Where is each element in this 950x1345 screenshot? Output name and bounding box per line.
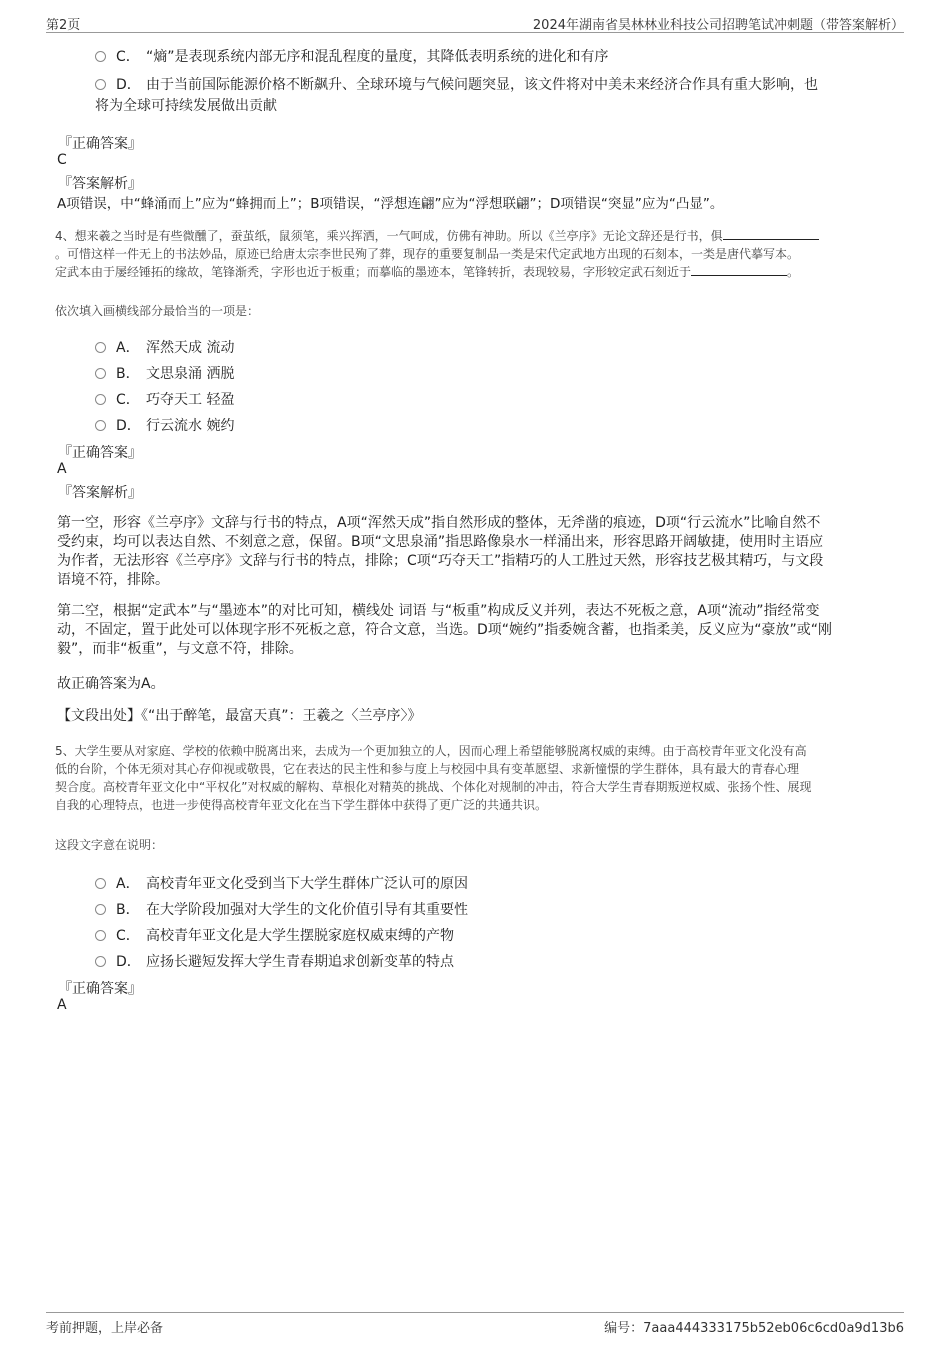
q4-option-d[interactable] <box>95 415 234 435</box>
option-text: “熵”是表现系统内部无序和混乱程度的量度，其降低表明系统的进化和有序 <box>146 49 609 65</box>
analysis-line: 为作者，无法形容《兰亭序》文辞与行书的特点，排除；C项“巧夺天工”指精巧的人工胜过天然，形容技艺极其精巧，与文段 <box>57 553 824 569</box>
q4-option-c[interactable] <box>95 389 234 409</box>
q4-option-a[interactable] <box>95 337 234 357</box>
option-key: D． <box>116 418 141 434</box>
radio-icon[interactable] <box>95 904 106 915</box>
analysis-line: 语境不符，排除。 <box>57 572 169 588</box>
q4-option-b[interactable] <box>95 363 234 383</box>
q3-answer: C <box>57 152 67 168</box>
q5-option-c[interactable] <box>95 925 454 945</box>
q4-analysis-label: 『答案解析』 <box>58 485 142 501</box>
q3-option-c[interactable] <box>95 46 609 66</box>
q5-stem-line: 契合度。高校青年亚文化中“平权化”对权威的解构、草根化对精英的挑战、个体化对规制的冲击，符合大学生青春期叛逆权威、张扬个性、展现 <box>55 780 812 794</box>
q3-option-d-continued <box>95 95 277 115</box>
option-text: 高校青年亚文化是大学生摆脱家庭权威束缚的产物 <box>146 928 454 944</box>
radio-icon[interactable] <box>95 342 106 353</box>
option-key: B． <box>116 902 140 918</box>
q5-option-d[interactable] <box>95 951 454 971</box>
radio-icon[interactable] <box>95 930 106 941</box>
document-title: 2024年湖南省昊林林业科技公司招聘笔试冲刺题（带答案解析） <box>532 18 904 33</box>
q4-stem-line-1: 4、想来羲之当时是有些微醺了，蚕茧纸，鼠须笔，乘兴挥洒，一气呵成，仿佛有神助。所以《兰亭序》无论文辞还是行书，俱 <box>55 229 723 243</box>
q5-prompt: 这段文字意在说明： <box>55 838 164 852</box>
q4-conclusion: 故正确答案为A。 <box>57 676 165 692</box>
option-text: 文思泉涌 洒脱 <box>146 366 235 382</box>
q5-option-a[interactable] <box>95 873 468 893</box>
radio-icon[interactable] <box>95 394 106 405</box>
q3-answer-label: 『正确答案』 <box>58 136 142 152</box>
page-footer <box>46 1312 904 1336</box>
analysis-line: 第二空，根据“定武本”与“墨迹本”的对比可知，横线处 词语 与“板重”构成反义并列，表达不死板之意，A项“流动”指经常变 <box>57 603 820 619</box>
option-key: C． <box>116 928 140 944</box>
option-key: A． <box>116 340 140 356</box>
q4-stem-end: 。 <box>787 265 800 279</box>
radio-icon[interactable] <box>95 878 106 889</box>
q5-stem-line: 5、大学生要从对家庭、学校的依赖中脱离出来，去成为一个更加独立的人，因而心理上希望能够脱离权威的束缚。由于高校青年亚文化没有高 <box>55 744 807 758</box>
analysis-line: 动，不固定，置于此处可以体现字形不死板之意，符合文意，当选。D项“婉约”指委婉含蓄，也指柔美，反义应为“豪放”或“刚 <box>57 622 833 638</box>
q5-stem-line: 低的台阶，个体无须对其心存仰视或敬畏，它在表达的民主性和参与度上与校园中具有变革愿望、求新憧憬的学生群体，具有最大的青春心理 <box>55 762 800 776</box>
q5-stem-line: 自我的心理特点，也进一步使得高校青年亚文化在当下学生群体中获得了更广泛的共通共识。 <box>55 798 548 812</box>
option-text: 行云流水 婉约 <box>146 418 235 434</box>
option-key: B． <box>116 366 140 382</box>
q3-option-d[interactable] <box>95 74 818 94</box>
q5-answer: A <box>57 997 67 1013</box>
q4-answer: A <box>57 461 67 477</box>
footer-code-value: 7aaa444333175b52eb06c6cd0a9d13b6 <box>643 1321 904 1336</box>
radio-icon[interactable] <box>95 368 106 379</box>
analysis-line: 受约束，均可以表达自然、不刻意之意，保留。B项“文思泉涌”指思路像泉水一样涌出来，形容思路开阔敏捷，使用时主语应 <box>57 534 824 550</box>
q3-analysis-label: 『答案解析』 <box>58 176 142 192</box>
option-text: 巧夺天工 轻盈 <box>146 392 235 408</box>
footer-code <box>604 1317 904 1336</box>
option-text: 应扬长避短发挥大学生青春期追求创新变革的特点 <box>146 954 454 970</box>
option-text: 在大学阶段加强对大学生的文化价值引导有其重要性 <box>146 902 468 918</box>
q4-stem-line-2: 。可惜这样一件无上的书法妙品，原迹已给唐太宗李世民殉了葬，现存的重要复制品一类是宋代定武地方出现的石刻本，一类是唐代摹写本。 <box>55 247 800 261</box>
radio-icon[interactable] <box>95 51 106 62</box>
q4-answer-label: 『正确答案』 <box>58 445 142 461</box>
option-text: 浑然天成 流动 <box>146 340 235 356</box>
radio-icon[interactable] <box>95 79 106 90</box>
q5-option-b[interactable] <box>95 899 468 919</box>
radio-icon[interactable] <box>95 956 106 967</box>
radio-icon[interactable] <box>95 420 106 431</box>
option-text: 高校青年亚文化受到当下大学生群体广泛认可的原因 <box>146 876 468 892</box>
option-key: D． <box>116 77 141 93</box>
q4-analysis-paragraph-2 <box>57 602 902 659</box>
fill-blank-2 <box>691 264 787 276</box>
analysis-line: 第一空，形容《兰亭序》文辞与行书的特点，A项“浑然天成”指自然形成的整体，无斧凿的痕迹，D项“行云流水”比喻自然不 <box>57 515 821 531</box>
footer-slogan: 考前押题，上岸必备 <box>46 1321 164 1336</box>
q4-stem-line-3: 定武本由于屡经锤拓的缘故，笔锋渐秃，字形也近于板重；而摹临的墨迹本，笔锋转折，表现较易，字形较定武石刻近于 <box>55 265 692 279</box>
fill-blank-1 <box>723 228 819 240</box>
option-key: C． <box>116 49 140 65</box>
q4-prompt: 依次填入画横线部分最恰当的一项是： <box>55 304 260 318</box>
q5-answer-label: 『正确答案』 <box>58 981 142 997</box>
q4-source: 【文段出处】《“出于醉笔，最富天真”：王羲之〈兰亭序〉》 <box>57 708 422 724</box>
option-text: 由于当前国际能源价格不断飙升、全球环境与气候问题突显，该文件将对中美未来经济合作具有重大影响，也 <box>146 77 818 93</box>
option-key: D． <box>116 954 141 970</box>
q4-analysis-paragraph-1 <box>57 514 902 590</box>
page-header <box>46 12 904 33</box>
page-number: 第2页 <box>46 18 81 33</box>
option-key: A． <box>116 876 140 892</box>
option-key: C． <box>116 392 140 408</box>
q3-analysis-text: A项错误，中“蜂涌而上”应为“蜂拥而上”；B项错误，“浮想连翩”应为“浮想联翩”；D项错误“突显”应为“凸显”。 <box>57 196 724 212</box>
q4-stem <box>55 227 900 281</box>
analysis-line: 毅”，而非“板重”，与文意不符，排除。 <box>57 641 303 657</box>
option-text-continued: 将为全球可持续发展做出贡献 <box>95 98 277 114</box>
footer-code-label: 编号： <box>604 1321 644 1336</box>
q5-stem <box>55 742 905 814</box>
